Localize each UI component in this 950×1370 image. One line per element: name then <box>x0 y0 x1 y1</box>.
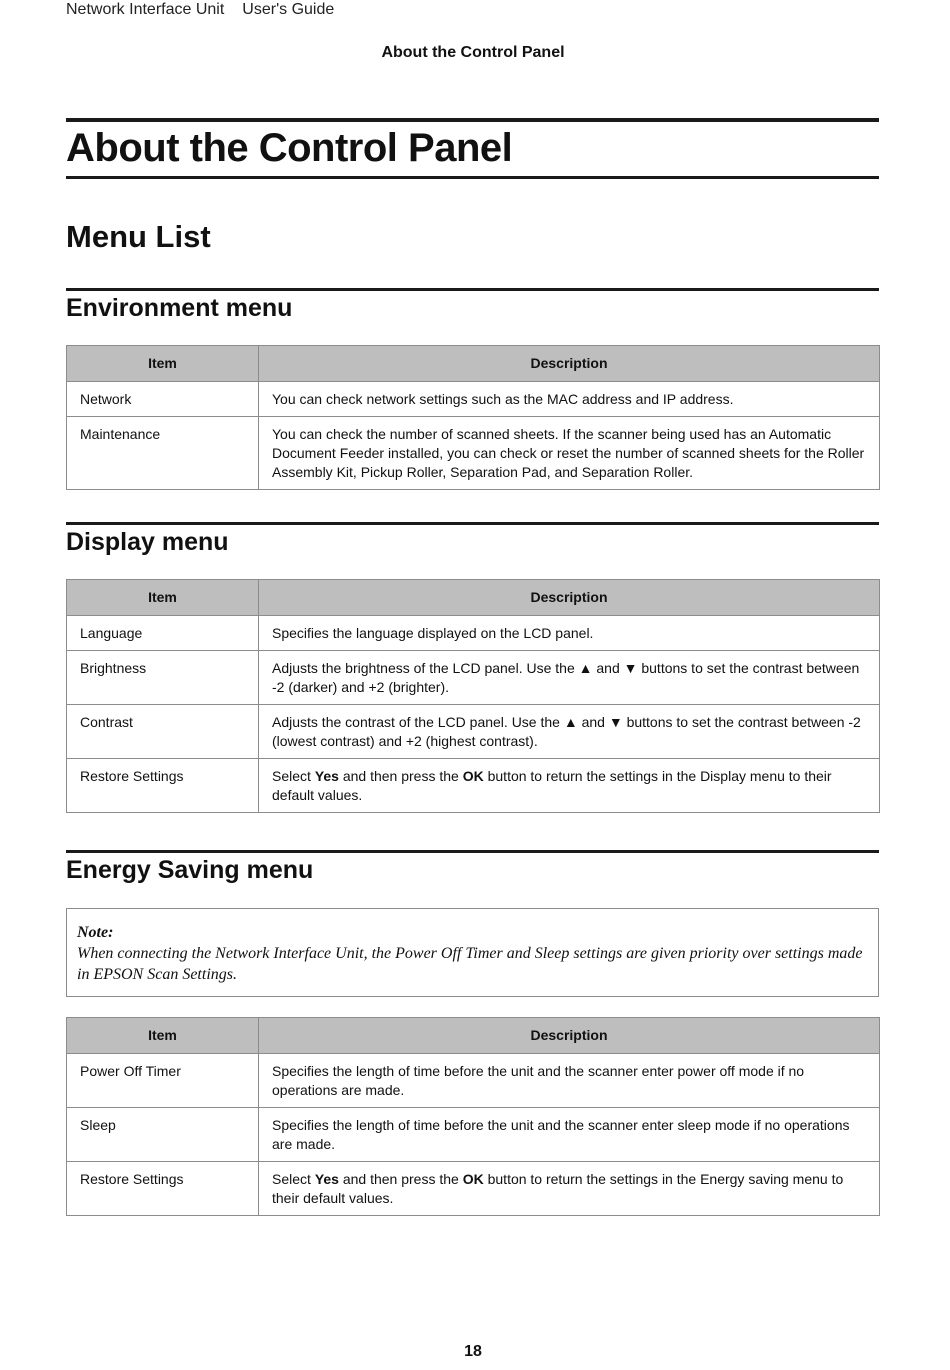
column-header-description: Description <box>259 346 880 382</box>
note-text: When connecting the Network Interface Unit, the Power Off Timer and Sleep settings are given priority over settings made in EPSON Scan Settings. <box>77 945 863 983</box>
page-number: 18 <box>464 1343 482 1360</box>
header-product: Network Interface Unit <box>66 1 225 18</box>
note-label: Note: <box>77 924 114 941</box>
table-header-row <box>67 346 880 382</box>
menu-list-heading: Menu List <box>66 219 211 254</box>
column-header-item: Item <box>67 1018 259 1054</box>
desc-post: button to return the settings in the Energy saving menu to their default values. <box>272 1171 844 1206</box>
row-item: Brightness <box>67 651 259 705</box>
row-description <box>259 1162 880 1216</box>
table-row <box>67 1108 880 1162</box>
column-header-description: Description <box>259 1018 880 1054</box>
header-section-title: About the Control Panel <box>381 44 565 61</box>
energy-rule <box>66 850 879 853</box>
yes-keyword: Yes <box>314 768 339 784</box>
column-header-item: Item <box>67 580 259 616</box>
row-item: Language <box>67 616 259 651</box>
ok-keyword: OK <box>462 1171 484 1187</box>
table-header-row <box>67 580 880 616</box>
row-description: Adjusts the brightness of the LCD panel. Use the ▲ and ▼ buttons to set the contrast between -2 (darker) and +2 (brighter). <box>259 651 880 705</box>
display-menu-table <box>66 579 880 813</box>
running-header <box>66 0 334 20</box>
table-row <box>67 1162 880 1216</box>
header-doc-type: User's Guide <box>242 1 335 18</box>
display-rule <box>66 522 879 525</box>
row-description <box>259 759 880 813</box>
row-description: Specifies the length of time before the unit and the scanner enter sleep mode if no operations are made. <box>259 1108 880 1162</box>
column-header-item: Item <box>67 346 259 382</box>
row-item: Sleep <box>67 1108 259 1162</box>
table-row <box>67 616 880 651</box>
row-description: Adjusts the contrast of the LCD panel. Use the ▲ and ▼ buttons to set the contrast between -2 (lowest contrast) and +2 (highest contrast). <box>259 705 880 759</box>
environment-menu-heading: Environment menu <box>66 294 293 322</box>
row-description: You can check network settings such as the MAC address and IP address. <box>259 382 880 417</box>
table-row <box>67 382 880 417</box>
desc-mid: and then press the <box>338 1171 463 1187</box>
ok-keyword: OK <box>462 768 484 784</box>
table-row <box>67 417 880 490</box>
table-row <box>67 651 880 705</box>
row-item: Contrast <box>67 705 259 759</box>
column-header-description: Description <box>259 580 880 616</box>
table-row <box>67 705 880 759</box>
note-box <box>66 908 879 997</box>
environment-rule <box>66 288 879 291</box>
table-header-row <box>67 1018 880 1054</box>
row-description: Specifies the language displayed on the LCD panel. <box>259 616 880 651</box>
yes-keyword: Yes <box>314 1171 339 1187</box>
energy-saving-menu-table <box>66 1017 880 1216</box>
display-menu-heading: Display menu <box>66 528 229 556</box>
row-item: Network <box>67 382 259 417</box>
environment-menu-table <box>66 345 880 490</box>
table-row <box>67 1054 880 1108</box>
desc-pre: Select <box>272 1171 315 1187</box>
page-title: About the Control Panel <box>66 126 513 170</box>
row-item: Power Off Timer <box>67 1054 259 1108</box>
desc-pre: Select <box>272 768 315 784</box>
row-item: Maintenance <box>67 417 259 490</box>
row-description: Specifies the length of time before the unit and the scanner enter power off mode if no operations are made. <box>259 1054 880 1108</box>
row-item: Restore Settings <box>67 1162 259 1216</box>
desc-mid: and then press the <box>338 768 463 784</box>
row-item: Restore Settings <box>67 759 259 813</box>
row-description: You can check the number of scanned sheets. If the scanner being used has an Automatic Document Feeder installed, you can check or reset the number of scanned sheets for the Roller Assembly Kit, Pickup Roller, Separation Pad, and Separation Roller. <box>259 417 880 490</box>
chapter-rule-bottom <box>66 176 879 179</box>
table-row <box>67 759 880 813</box>
energy-saving-menu-heading: Energy Saving menu <box>66 856 314 884</box>
desc-post: button to return the settings in the Display menu to their default values. <box>272 768 832 803</box>
